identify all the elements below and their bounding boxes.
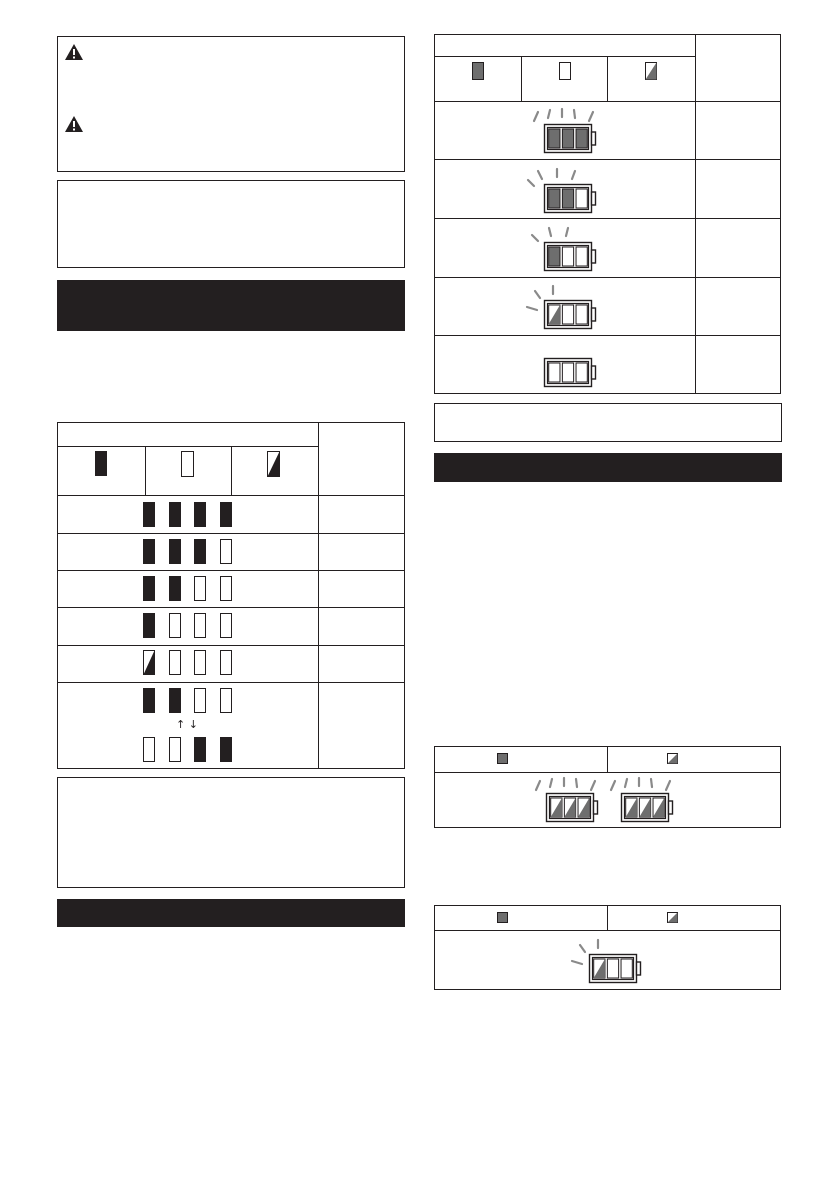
empty-cell-icon — [607, 959, 618, 978]
gray-square-icon — [498, 913, 508, 923]
empty-cell-icon — [621, 959, 632, 978]
blink-ray — [580, 945, 585, 952]
alternating-arrows: ↑ ↓ — [176, 718, 198, 731]
half-gray-cell-icon — [594, 959, 605, 978]
blink-ray — [572, 961, 582, 964]
half-gray-square-icon — [668, 913, 678, 923]
battery-icon — [572, 940, 641, 983]
